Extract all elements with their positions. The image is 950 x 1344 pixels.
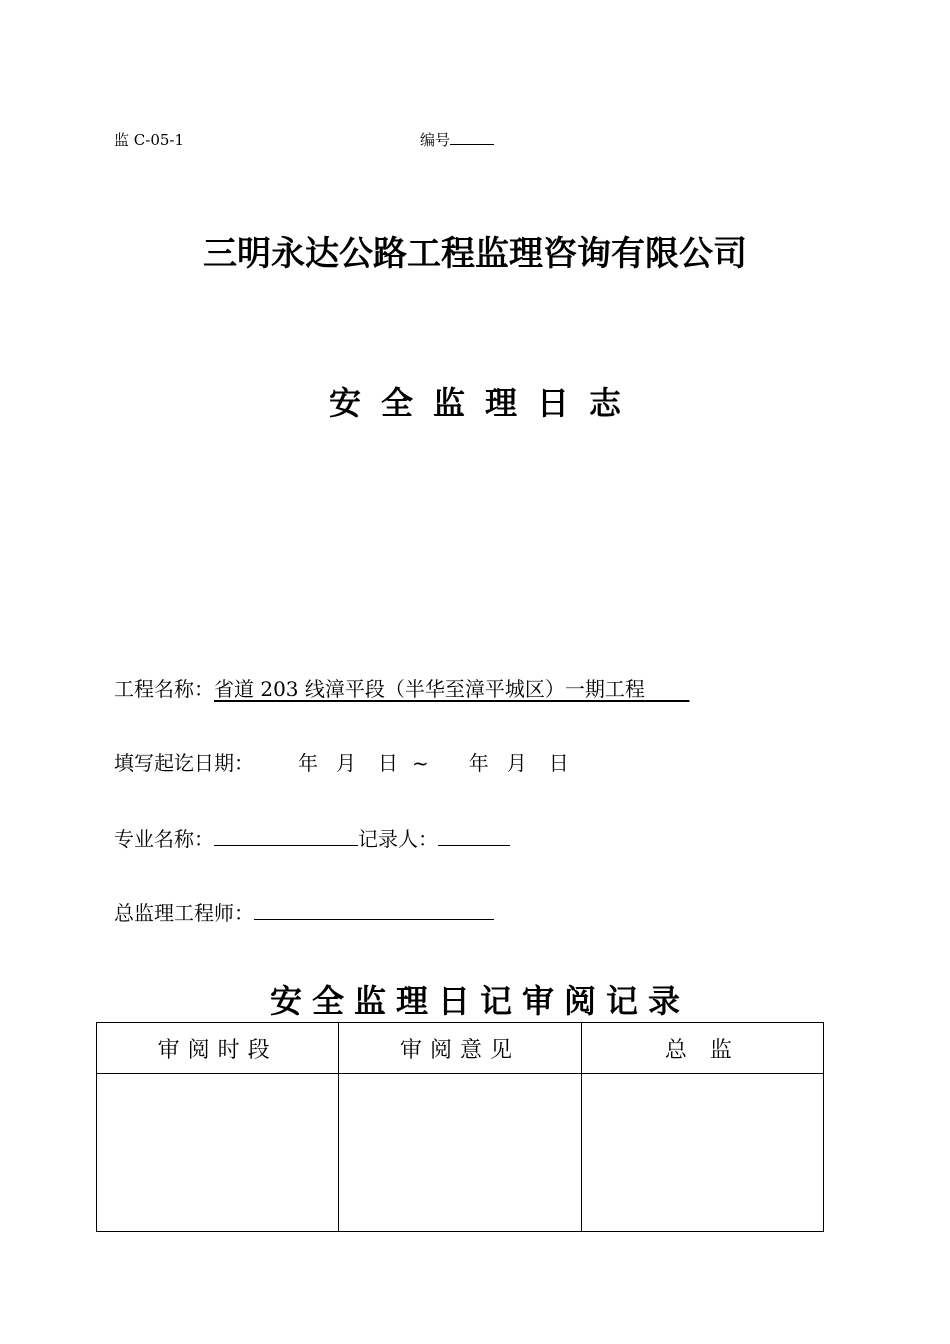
date-label: 填写起讫日期： xyxy=(114,751,254,775)
table-row xyxy=(97,1074,824,1232)
column-header-chief: 总 监 xyxy=(581,1023,823,1074)
start-day: 日 xyxy=(378,751,398,775)
serial-blank[interactable] xyxy=(450,130,494,145)
form-code: 监 C-05-1 xyxy=(114,131,185,149)
column-header-opinion: 审阅意见 xyxy=(339,1023,581,1074)
end-day: 日 xyxy=(548,751,569,775)
date-range-field xyxy=(114,747,569,776)
major-recorder-field xyxy=(114,823,510,852)
serial-number xyxy=(420,129,494,150)
project-value[interactable]: 省道 203 线漳平段（半华至漳平城区）一期工程 xyxy=(214,677,645,701)
recorder-label: 记录人： xyxy=(358,827,438,851)
chief-blank[interactable] xyxy=(254,901,494,920)
recorder-blank[interactable] xyxy=(438,827,510,846)
review-record-table xyxy=(96,1022,824,1232)
document-title: 安全监理日志 xyxy=(328,384,641,422)
serial-label: 编号 xyxy=(420,131,451,149)
end-year: 年 xyxy=(468,751,489,775)
major-blank[interactable] xyxy=(214,827,358,846)
end-month: 月 xyxy=(506,751,527,775)
project-name-field xyxy=(114,673,689,702)
range-tilde: ~ xyxy=(412,751,429,775)
review-opinion-cell[interactable] xyxy=(339,1074,581,1232)
chief-engineer-field xyxy=(114,897,494,926)
major-label: 专业名称： xyxy=(114,827,214,851)
start-year: 年 xyxy=(298,751,318,775)
chief-label: 总监理工程师： xyxy=(114,901,254,925)
review-period-cell[interactable] xyxy=(97,1074,339,1232)
chief-signature-cell[interactable] xyxy=(581,1074,823,1232)
table-header-row xyxy=(97,1023,824,1074)
start-month: 月 xyxy=(336,751,356,775)
project-label: 工程名称： xyxy=(114,677,214,701)
column-header-period: 审阅时段 xyxy=(97,1023,339,1074)
company-name: 三明永达公路工程监理咨询有限公司 xyxy=(203,234,747,274)
review-record-title: 安全监理日记审阅记录 xyxy=(269,982,690,1020)
